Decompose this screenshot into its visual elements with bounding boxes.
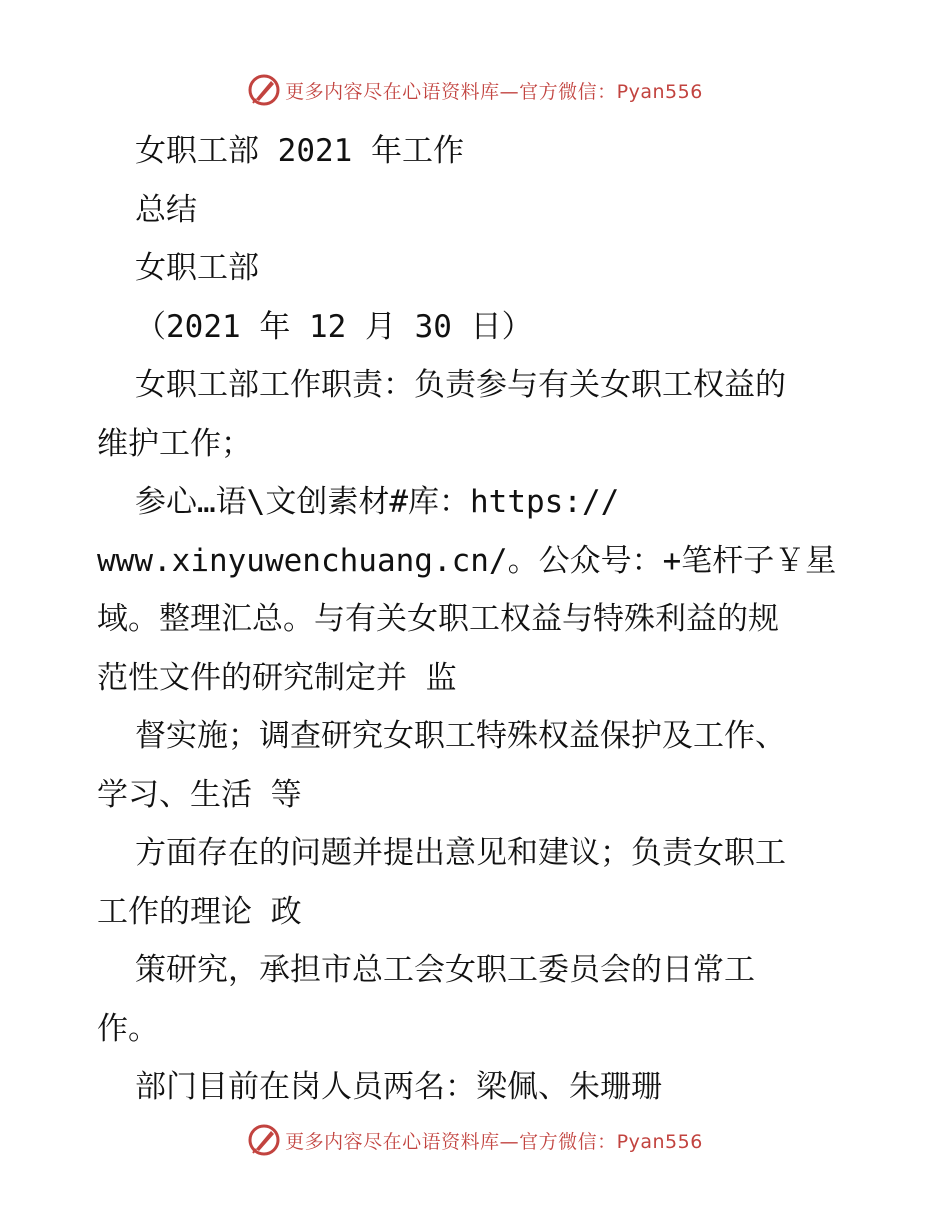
doc-paragraph-line: 范性文件的研究制定并 监 [97, 659, 457, 696]
doc-paragraph-line: 女职工部工作职责：负责参与有关女职工权益的 [135, 367, 786, 403]
doc-paragraph-line: www.xinyuwenchuang.cn/。公众号：+笔杆子￥星 [97, 542, 837, 579]
doc-paragraph-line: 督实施；调查研究女职工特殊权益保护及工作、 [135, 718, 786, 754]
doc-paragraph-line: 工作的理论 政 [97, 893, 302, 930]
doc-paragraph-line: 策研究，承担市总工会女职工委员会的日常工 [135, 952, 755, 988]
doc-paragraph-line: 部门目前在岗人员两名：梁佩、朱珊珊 [135, 1069, 662, 1105]
header-banner-text: 更多内容尽在心语资料库—官方微信：Pyan556 [285, 80, 703, 103]
doc-department: 女职工部 [135, 250, 259, 286]
doc-paragraph-line: 作。 [97, 1010, 159, 1047]
document-body [97, 122, 857, 1117]
doc-paragraph-line: 参心…语\文创素材#库：https:// [135, 484, 620, 520]
doc-paragraph-line: 域。整理汇总。与有关女职工权益与特殊利益的规 [97, 601, 779, 637]
footer-banner [0, 1120, 950, 1160]
footer-banner-text: 更多内容尽在心语资料库—官方微信：Pyan556 [285, 1130, 703, 1153]
doc-paragraph-line: 维护工作； [97, 425, 252, 462]
doc-title-line-1: 女职工部 2021 年工作 [135, 133, 464, 169]
doc-date: （2021 年 12 月 30 日） [135, 308, 533, 345]
quill-pen-circle-icon [247, 1123, 281, 1157]
header-banner [0, 70, 950, 110]
doc-paragraph-line: 学习、生活 等 [97, 776, 302, 813]
quill-pen-circle-icon [247, 73, 281, 107]
doc-paragraph-line: 方面存在的问题并提出意见和建议；负责女职工 [135, 835, 786, 871]
doc-title-line-2: 总结 [135, 191, 197, 228]
